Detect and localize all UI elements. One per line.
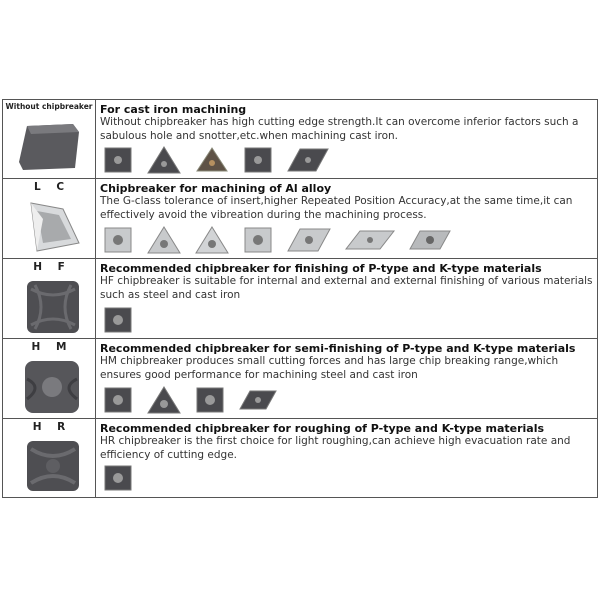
rhombic-insert-image <box>286 225 332 255</box>
insert-thumbnails <box>102 385 290 415</box>
row-label-cell <box>3 339 96 418</box>
insert-thumbnails <box>102 145 342 175</box>
triangle-insert-image <box>146 225 182 255</box>
rhombic-insert-image <box>344 225 396 255</box>
row-label-cell <box>3 100 96 178</box>
trigon-insert-image <box>194 145 230 175</box>
row-content-cell <box>96 419 597 497</box>
table-row <box>3 179 597 259</box>
row-label-cell <box>3 179 96 258</box>
insert-closeup-image <box>25 439 81 493</box>
insert-closeup-image <box>25 279 81 335</box>
insert-closeup-image <box>17 122 81 172</box>
square-insert-image <box>102 463 134 493</box>
table-row <box>3 339 597 419</box>
row-content-cell <box>96 259 597 338</box>
square-insert-image <box>102 145 134 175</box>
chipbreaker-code: H R <box>32 421 72 433</box>
chipbreaker-code: L C <box>33 181 71 193</box>
rhombic-insert-image <box>408 225 452 255</box>
table-row <box>3 259 597 339</box>
row-title: Recommended chipbreaker for roughing of P-type and K-type materials <box>100 422 545 435</box>
row-label-cell <box>3 419 96 497</box>
row-description: HF chipbreaker is suitable for internal and external and external finishing of various materials such as steel and cast iron <box>100 275 593 301</box>
insert-thumbnails <box>102 225 464 255</box>
row-description: HM chipbreaker produces small cutting forces and has large chip breaking range,which ensures good performance for machining steel and cast iron <box>100 355 559 381</box>
insert-thumbnails <box>102 305 146 335</box>
chipbreaker-code: H M <box>31 341 73 353</box>
insert-thumbnails <box>102 463 146 493</box>
row-description: Without chipbreaker has high cutting edge strength.It can overcome inferior factors such a sabulous hole and snotter,etc.when machining cast iron. <box>100 116 579 142</box>
row-content-cell <box>96 100 597 178</box>
row-title: Recommended chipbreaker for finishing of P-type and K-type materials <box>100 262 542 275</box>
table-row <box>3 419 597 497</box>
chipbreaker-table <box>2 99 598 498</box>
row-description: HR chipbreaker is the first choice for light roughing,can achieve high evacuation rate and efficiency of cutting edge. <box>100 435 571 461</box>
square-insert-image <box>242 225 274 255</box>
square-insert-image <box>242 145 274 175</box>
square-insert-image <box>102 385 134 415</box>
triangle-insert-image <box>146 145 182 175</box>
trigon-insert-image <box>194 225 230 255</box>
square-insert-image <box>102 225 134 255</box>
square-insert-image <box>102 305 134 335</box>
row-content-cell <box>96 179 597 258</box>
insert-closeup-image <box>23 359 81 415</box>
row-title: Recommended chipbreaker for semi-finishing of P-type and K-type materials <box>100 342 576 355</box>
square-insert-image <box>194 385 226 415</box>
row-description: The G-class tolerance of insert,higher Repeated Position Accuracy,at the same time,it can effectively avoid the vibreation during the machining process. <box>100 195 573 221</box>
table-row <box>3 100 597 179</box>
chipbreaker-code: H F <box>33 261 71 273</box>
row-title: Chipbreaker for machining of Al alloy <box>100 182 332 195</box>
row-title: For cast iron machining <box>100 103 247 116</box>
triangle-insert-image <box>146 385 182 415</box>
row-label-cell <box>3 259 96 338</box>
row-content-cell <box>96 339 597 418</box>
chipbreaker-code: Without chipbreaker <box>5 102 93 111</box>
rhombic-insert-image <box>286 145 330 175</box>
insert-closeup-image <box>23 199 83 255</box>
rhombic-insert-image <box>238 385 278 415</box>
